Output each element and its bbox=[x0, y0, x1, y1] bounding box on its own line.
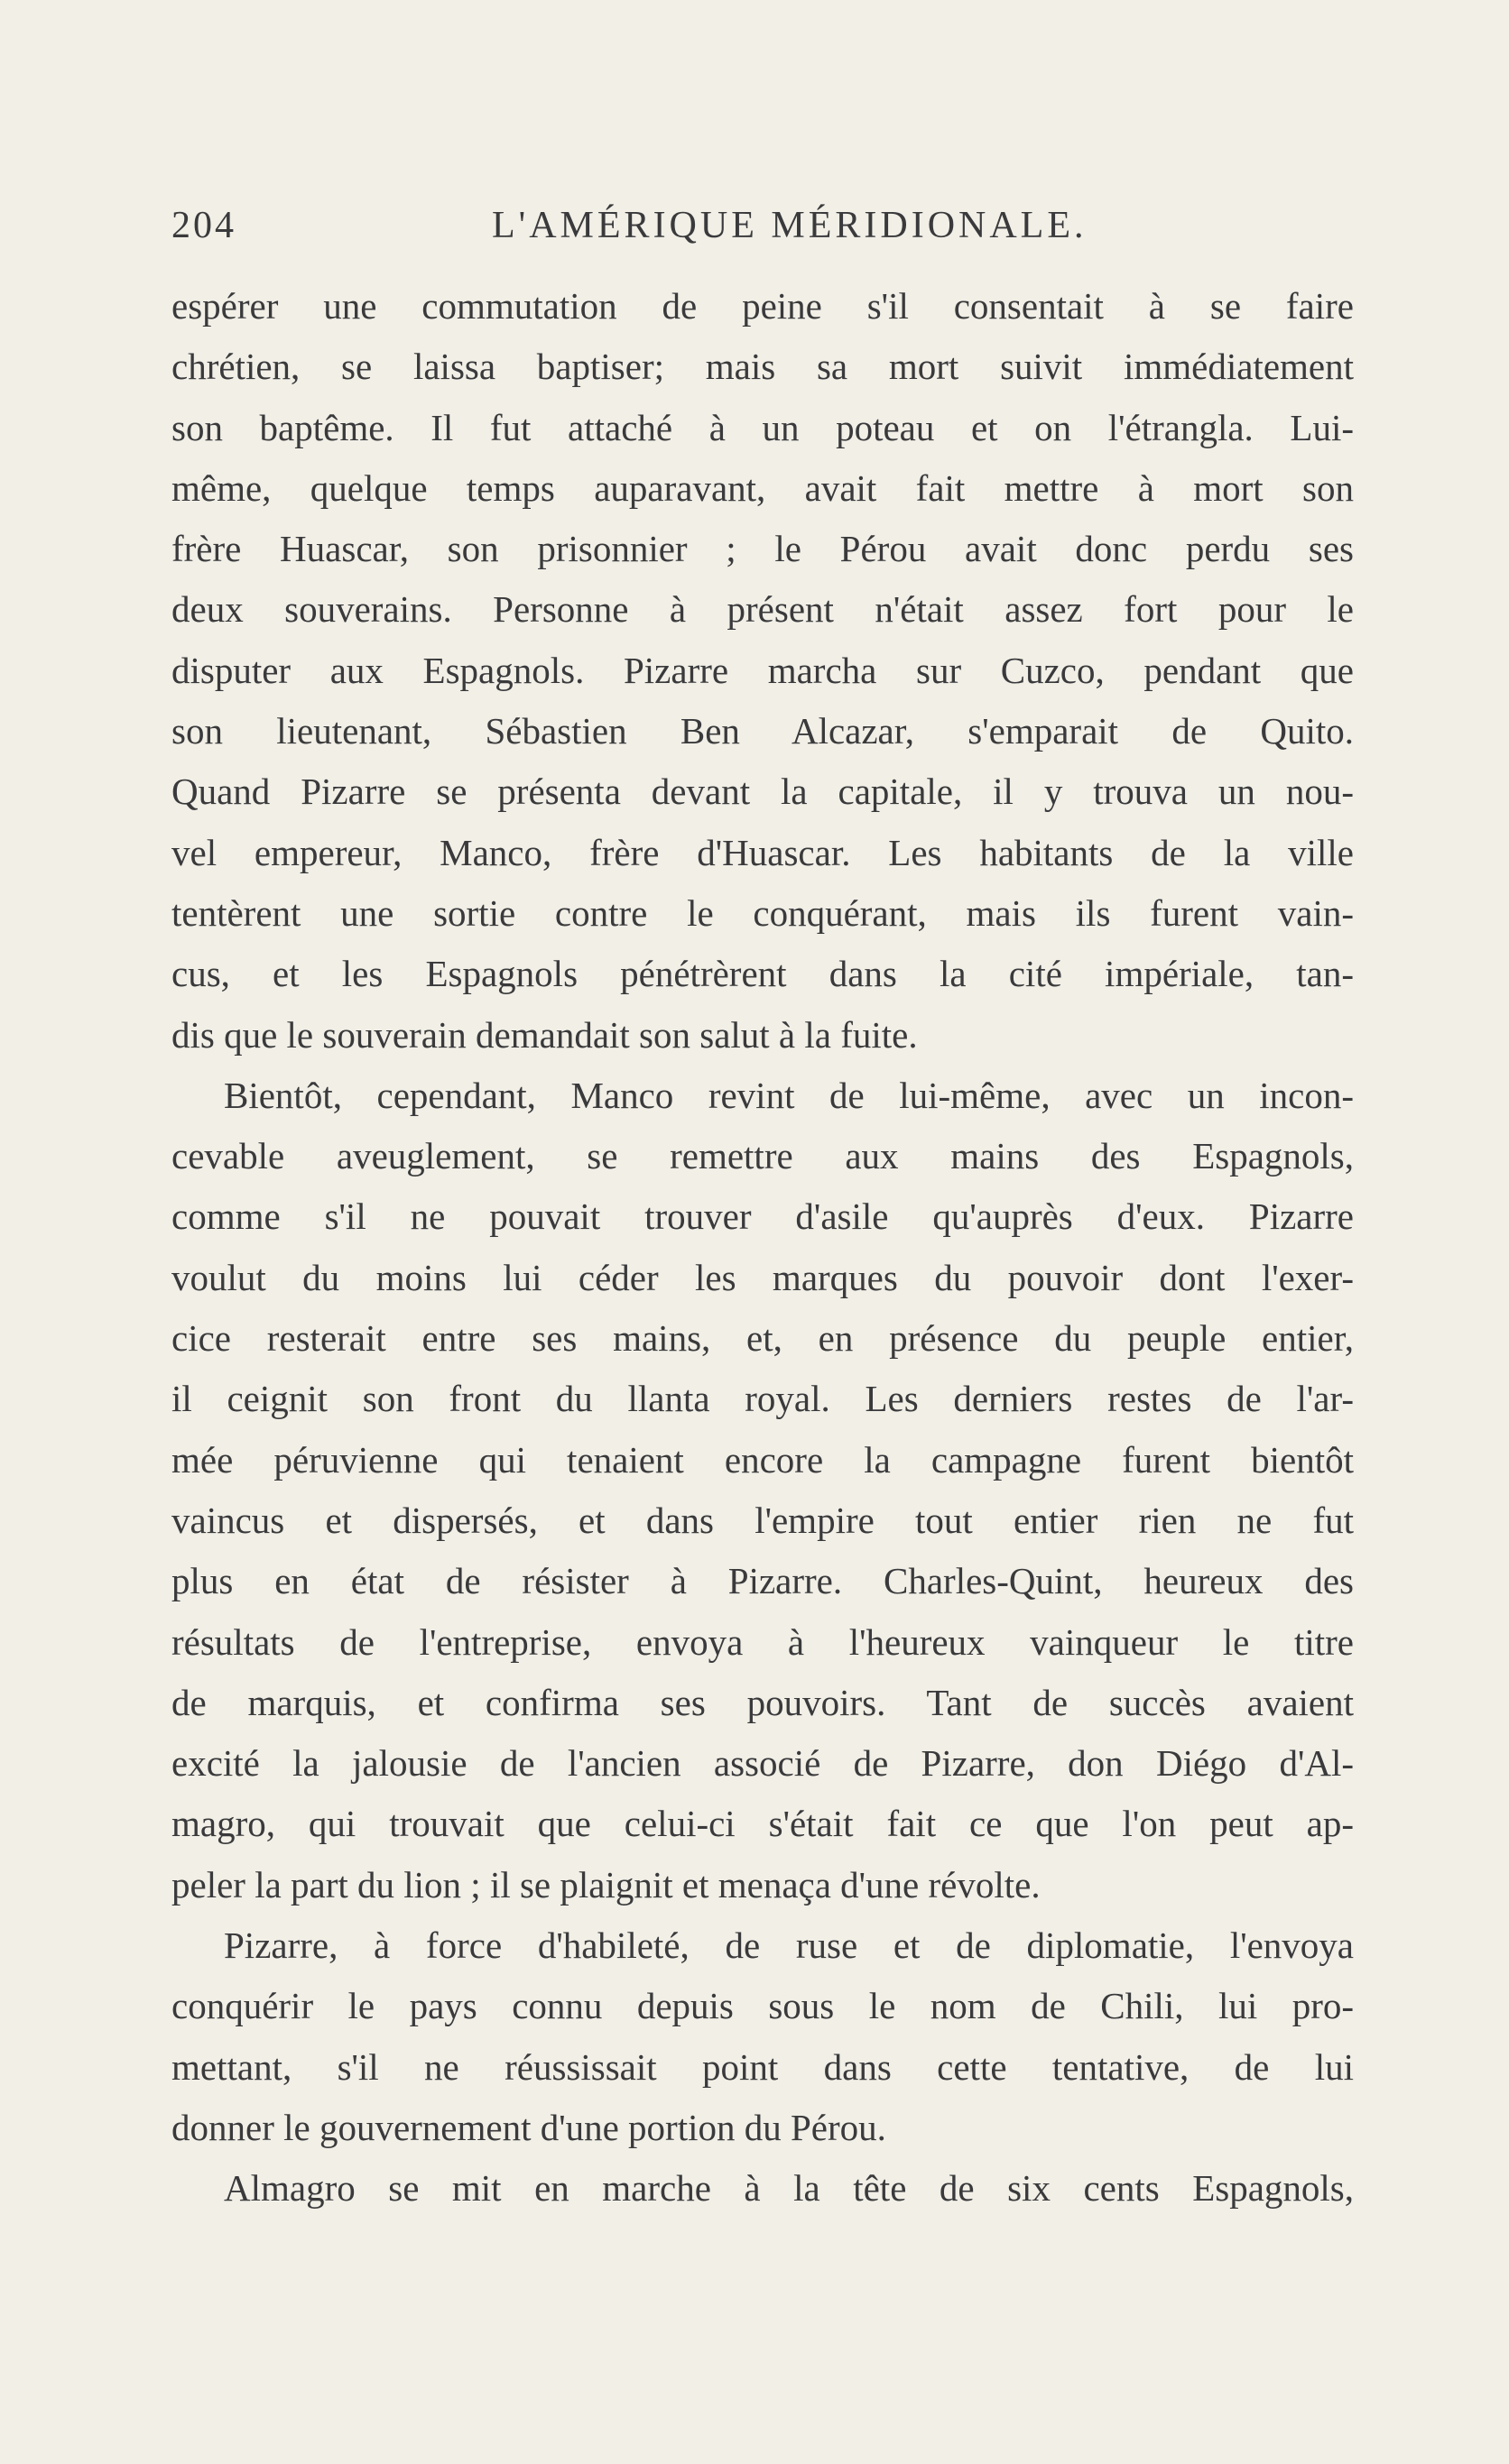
text-line: cevable aveuglement, se remettre aux mains des Espagnols, bbox=[171, 1135, 1354, 1177]
text-line: vaincus et dispersés, et dans l'empire tout entier rien ne fut bbox=[171, 1499, 1354, 1541]
text-line: excité la jalousie de l'ancien associé de Pizarre, don Diégo d'Al- bbox=[171, 1742, 1354, 1785]
text-line: Quand Pizarre se présenta devant la capitale, il y trouva un nou- bbox=[171, 771, 1354, 813]
text-line: conquérir le pays connu depuis sous le nom de Chili, lui pro- bbox=[171, 1985, 1354, 2027]
paragraph-start-line: Almagro se mit en marche à la tête de six cents Espagnols, bbox=[224, 2167, 1354, 2210]
chapter-title: L'AMÉRIQUE MÉRIDIONALE. bbox=[492, 205, 1088, 246]
text-line: son baptême. Il fut attaché à un poteau et on l'étrangla. Lui- bbox=[171, 406, 1354, 448]
text-line: même, quelque temps auparavant, avait fait mettre à mort son bbox=[171, 466, 1354, 509]
paragraph-end-line: peler la part du lion ; il se plaignit et menaça d'une révolte. bbox=[171, 1863, 1041, 1906]
text-line: résultats de l'entreprise, envoya à l'heureux vainqueur le titre bbox=[171, 1620, 1354, 1663]
text-line: espérer une commutation de peine s'il consentait à se faire bbox=[171, 285, 1354, 327]
text-line: tentèrent une sortie contre le conquérant, mais ils furent vain- bbox=[171, 891, 1354, 934]
paragraph-end-line: dis que le souverain demandait son salut à la fuite. bbox=[171, 1013, 918, 1056]
text-line: cice resterait entre ses mains, et, en présence du peuple entier, bbox=[171, 1317, 1354, 1360]
text-line: deux souverains. Personne à présent n'était assez fort pour le bbox=[171, 588, 1354, 631]
text-line: plus en état de résister à Pizarre. Charles-Quint, heureux des bbox=[171, 1560, 1354, 1602]
text-line: frère Huascar, son prisonnier ; le Pérou avait donc perdu ses bbox=[171, 528, 1354, 570]
text-line: de marquis, et confirma ses pouvoirs. Tant de succès avaient bbox=[171, 1681, 1354, 1723]
body-text bbox=[171, 276, 1354, 2219]
text-line: cus, et les Espagnols pénétrèrent dans la cité impériale, tan- bbox=[171, 953, 1354, 995]
text-line: voulut du moins lui céder les marques du pouvoir dont l'exer- bbox=[171, 1256, 1354, 1298]
text-line: vel empereur, Manco, frère d'Huascar. Les habitants de la ville bbox=[171, 831, 1354, 873]
text-line: mettant, s'il ne réussissait point dans cette tentative, de lui bbox=[171, 2045, 1354, 2088]
paragraph-start-line: Bientôt, cependant, Manco revint de lui-même, avec un incon- bbox=[224, 1074, 1354, 1116]
page-number: 204 bbox=[171, 205, 236, 246]
text-line: chrétien, se laissa baptiser; mais sa mort suivit immédiatement bbox=[171, 346, 1354, 388]
text-line: mée péruvienne qui tenaient encore la campagne furent bientôt bbox=[171, 1438, 1354, 1481]
text-line: disputer aux Espagnols. Pizarre marcha sur Cuzco, pendant que bbox=[171, 649, 1354, 691]
text-line: son lieutenant, Sébastien Ben Alcazar, s'emparait de Quito. bbox=[171, 710, 1354, 752]
paragraph-start-line: Pizarre, à force d'habileté, de ruse et de diplomatie, l'envoya bbox=[224, 1924, 1354, 1967]
text-line: comme s'il ne pouvait trouver d'asile qu'auprès d'eux. Pizarre bbox=[171, 1195, 1354, 1238]
text-line: magro, qui trouvait que celui-ci s'était fait ce que l'on peut ap- bbox=[171, 1803, 1354, 1845]
running-header bbox=[171, 204, 1354, 258]
paragraph-end-line: donner le gouvernement d'une portion du Pérou. bbox=[171, 2106, 886, 2148]
text-line: il ceignit son front du llanta royal. Les derniers restes de l'ar- bbox=[171, 1378, 1354, 1420]
